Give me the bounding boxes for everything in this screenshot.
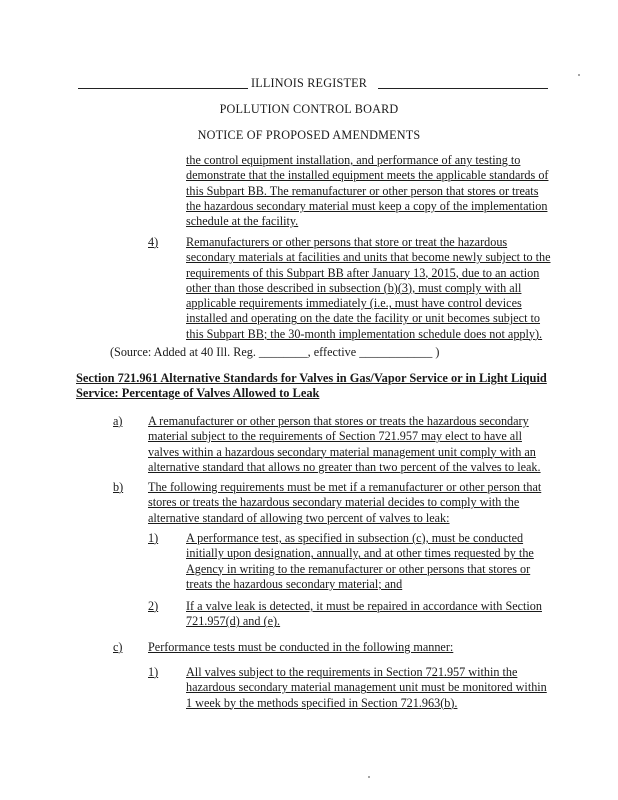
scan-speck <box>578 74 580 76</box>
subsection-b-item-1-label: 1) <box>148 531 159 545</box>
subsection-a-label: a) <box>113 414 123 428</box>
subsection-b-item-1-line: A performance test, as specified in subsection (c), must be conducted <box>186 531 524 545</box>
subsection-b-item-1-line: Agency in writing to the remanufacturer or other persons that stores or <box>186 561 531 576</box>
subsection-a-paragraph <box>148 414 541 475</box>
subsection-b-line: The following requirements must be met if a remanufacturer or other person that <box>148 480 542 494</box>
subsection-b-item-1-line: initially upon designation, annually, and at other times requested by the <box>186 546 534 561</box>
section-heading-line: Section 721.961 Alternative Standards for Valves in Gas/Vapor Service or in Light Liquid <box>76 371 547 385</box>
item-4-line: other than those described in subsection (b)(3), must comply with all <box>186 280 522 295</box>
continuation-line: demonstrate that the installed equipment meets the applicable standards of <box>186 168 549 183</box>
subsection-b-paragraph <box>148 480 541 526</box>
continuation-paragraph <box>186 153 548 229</box>
subsection-c-paragraph <box>148 640 453 655</box>
subsection-b-line: alternative standard of allowing two percent of valves to leak: <box>148 510 450 525</box>
continuation-line: the hazardous secondary material must keep a copy of the implementation <box>186 198 548 213</box>
item-4-line: this Subpart BB; the 30-month implementation schedule does not apply). <box>186 326 543 341</box>
item-4-label: 4) <box>148 235 159 249</box>
subsection-c-line: Performance tests must be conducted in the following manner: <box>148 640 454 654</box>
continuation-line: this Subpart BB. The remanufacturer or other person that stores or treats <box>186 183 539 198</box>
subsection-c-item-1-line: All valves subject to the requirements in Section 721.957 within the <box>186 665 518 679</box>
subsection-b-item-2-line: If a valve leak is detected, it must be repaired in accordance with Section <box>186 599 542 613</box>
subsection-a-line: alternative standard that allows no greater than two percent of the valves to leak. <box>148 459 541 474</box>
item-4-line: requirements of this Subpart BB after January 13, 2015, due to an action <box>186 265 540 280</box>
source-note: (Source: Added at 40 Ill. Reg. ________, effective ____________ ) <box>110 345 440 359</box>
subsection-b-item-2-line: 721.957(d) and (e). <box>186 614 281 629</box>
item-4-line: applicable requirements immediately (i.e., must have control devices <box>186 296 522 311</box>
subsection-a-line: A remanufacturer or other person that stores or treats the hazardous secondary <box>148 414 529 428</box>
continuation-line: the control equipment installation, and performance of any testing to <box>186 153 521 167</box>
board-title: POLLUTION CONTROL BOARD <box>219 102 399 116</box>
subsection-c-item-1-line: 1 week by the methods specified in Section 721.963(b). <box>186 695 458 710</box>
subsection-b-item-2-label: 2) <box>148 599 159 613</box>
subsection-c-item-1-paragraph <box>186 665 547 711</box>
subsection-a-line: material subject to the requirements of Section 721.957 may elect to have all <box>148 429 522 444</box>
item-4-paragraph <box>186 235 551 342</box>
section-heading <box>76 371 547 402</box>
subsection-c-item-1-line: hazardous secondary material management unit must be monitored within <box>186 680 547 695</box>
item-4-line: installed and operating on the date the facility or unit becomes subject to <box>186 311 541 326</box>
subsection-b-label: b) <box>113 480 124 494</box>
notice-title: NOTICE OF PROPOSED AMENDMENTS <box>197 128 421 142</box>
subsection-b-line: stores or treats the hazardous secondary material decides to comply with the <box>148 495 520 510</box>
subsection-b-item-2-paragraph <box>186 599 542 630</box>
register-title: ILLINOIS REGISTER <box>250 76 368 90</box>
item-4-line: secondary materials at facilities and units that become newly subject to the <box>186 250 551 265</box>
subsection-b-item-1-line: treats the hazardous secondary material; and <box>186 576 403 591</box>
subsection-a-line: valves within a hazardous secondary material management unit comply with an <box>148 444 536 459</box>
continuation-line: schedule at the facility. <box>186 214 299 229</box>
subsection-c-label: c) <box>113 640 123 654</box>
item-4-line: Remanufacturers or other persons that store or treat the hazardous <box>186 235 508 249</box>
subsection-b-item-1-paragraph <box>186 531 534 592</box>
section-heading-line: Service: Percentage of Valves Allowed to Leak <box>76 386 320 401</box>
scan-speck <box>368 776 370 778</box>
subsection-c-item-1-label: 1) <box>148 665 159 679</box>
